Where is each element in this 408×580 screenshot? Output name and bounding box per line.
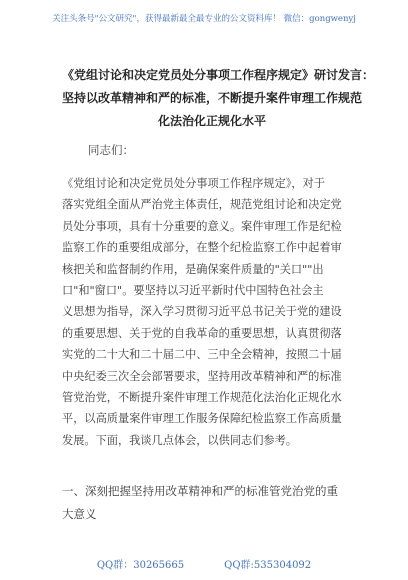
- body-line: 管党治党，不断提升案件审理工作规范化法治化正规化水: [62, 391, 342, 405]
- footer-qq-group-1: QQ群：30265665: [96, 560, 185, 571]
- body-paragraph: [62, 173, 346, 451]
- body-line: 核把关和监督制约作用，是确保案件质量的"关口""出: [62, 262, 324, 276]
- title-line: 坚持以改革精神和严的标准，不断提升案件审理工作规范: [62, 91, 363, 105]
- body-line: 实党的二十大和二十届二中、三中全会精神，按照二十届: [62, 348, 342, 362]
- title-line: 《党组讨论和决定党员处分事项工作程序规定》研讨发言：: [62, 68, 375, 82]
- title-line: 化法治化正规化水平: [157, 114, 266, 128]
- body-line: 义思想为指导，深入学习贯彻习近平总书记关于党的建设: [62, 305, 342, 319]
- section-heading-line: 一、深刻把握坚持用改革精神和严的标准管党治党的重: [62, 484, 338, 498]
- body-line: 员处分事项，具有十分重要的意义。案件审理工作是纪检: [62, 219, 342, 233]
- footer: [0, 556, 408, 571]
- salutation: 同志们：: [88, 143, 134, 157]
- body-line: 口"和"窗口"。要坚持以习近平新时代中国特色社会主: [62, 284, 324, 298]
- body-line: 《党组讨论和决定党员处分事项工作程序规定》，对于: [62, 177, 325, 190]
- header-banner: 关注头条号"公文研究"，获得最新最全最专业的公文资料库！ 微信：gongwenyj: [52, 14, 356, 24]
- section-heading-line: 大意义: [62, 507, 97, 521]
- body-line: 监察工作的重要组成部分，在整个纪检监察工作中起着审: [62, 241, 342, 255]
- body-line: 平，以高质量案件审理工作服务保障纪检监察工作高质量: [62, 412, 342, 426]
- body-line: 落实党组全面从严治党主体责任，规范党组讨论和决定党: [62, 198, 342, 212]
- section-heading: [62, 480, 346, 526]
- body-line: 发展。下面，我谈几点体会，以供同志们参考。: [62, 433, 297, 447]
- document-title: [62, 64, 375, 133]
- body-line: 中央纪委三次全会部署要求，坚持用改革精神和严的标准: [62, 369, 342, 383]
- footer-qq-group-2: QQ群:535304092: [224, 560, 312, 571]
- body-line: 的重要思想、关于党的自我革命的重要思想，认真贯彻落: [62, 326, 342, 340]
